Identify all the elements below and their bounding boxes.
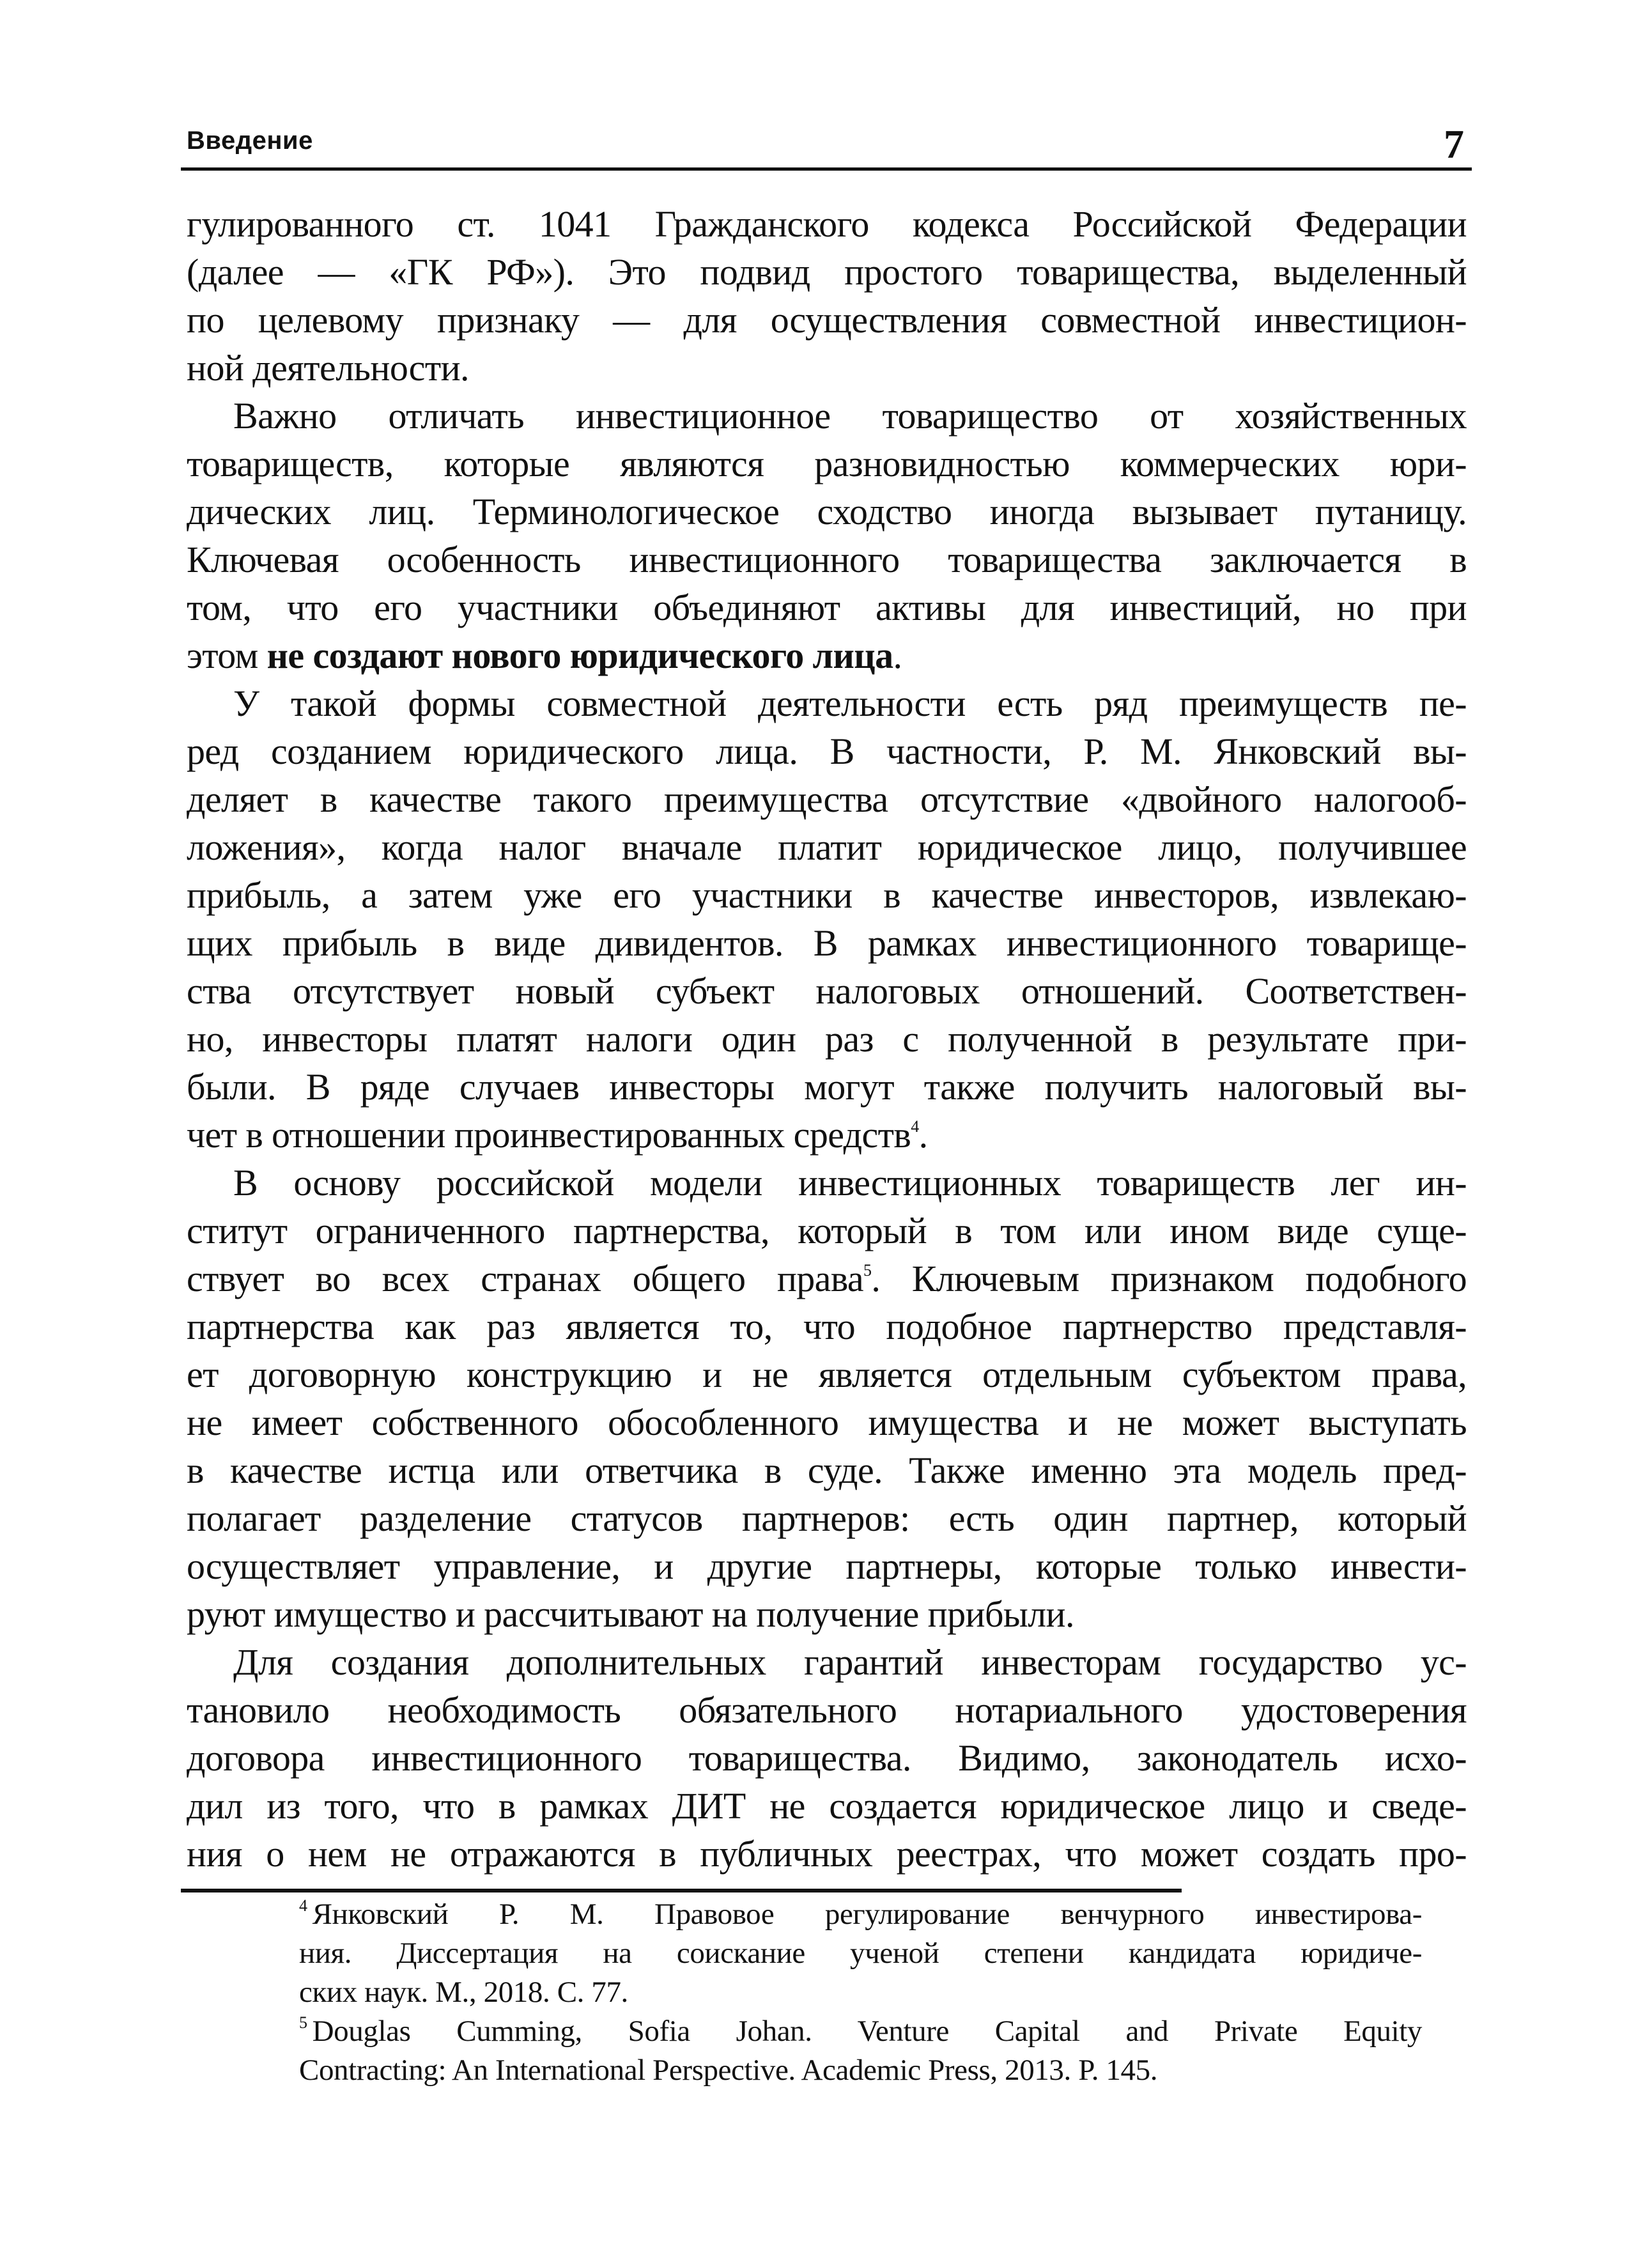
text-line: в качестве истца или ответчика в суде. Также именно эта модель пред- xyxy=(187,1450,1467,1491)
paragraph-4 xyxy=(187,1159,1467,1638)
footnote-4 xyxy=(299,1895,1422,2012)
text-line: были. В ряде случаев инвесторы могут также получить налоговый вы- xyxy=(187,1066,1467,1108)
text-line: деляет в качестве такого преимущества отсутствие «двойного налогооб- xyxy=(187,778,1467,820)
text-line: не имеет собственного обособленного имущества и не может выступать xyxy=(187,1402,1467,1443)
section-title: Введение xyxy=(187,127,313,155)
paragraph-3 xyxy=(187,679,1467,1159)
text-line: но, инвесторы платят налоги один раз с полученной в результате при- xyxy=(187,1018,1467,1060)
text-line: полагает разделение статусов партнеров: есть один партнер, который xyxy=(187,1498,1467,1539)
text-line: ства отсутствует новый субъект налоговых отношений. Соответствен- xyxy=(187,970,1467,1012)
footnote-number: 4 xyxy=(299,1896,307,1915)
footnote-line xyxy=(299,2012,1422,2051)
footnote-line: ских наук. М., 2018. С. 77. xyxy=(299,1976,628,2009)
text-line: гулированного ст. 1041 Гражданского кодекса Российской Федерации xyxy=(187,203,1467,245)
body-text xyxy=(187,200,1467,1878)
text-line: договора инвестиционного товарищества. Видимо, законодатель исхо- xyxy=(187,1737,1467,1779)
text-line: прибыль, а затем уже его участники в качестве инвесторов, извлекаю- xyxy=(187,874,1467,916)
footnote-5 xyxy=(299,2012,1422,2090)
text-line xyxy=(187,1255,1467,1303)
page-number: 7 xyxy=(1444,121,1464,167)
paragraph-2 xyxy=(187,392,1467,679)
text-line: ложения», когда налог вначале платит юридическое лицо, получившее xyxy=(187,826,1467,868)
footnote-line: ния. Диссертация на соискание ученой степени кандидата юридиче- xyxy=(299,1937,1422,1970)
text-line: ет договорную конструкцию и не является отдельным субъектом права, xyxy=(187,1354,1467,1395)
text-run: . xyxy=(893,635,902,676)
text-line: У такой формы совместной деятельности есть ряд преимуществ пе- xyxy=(233,683,1467,724)
text-line: Важно отличать инвестиционное товарищество от хозяйственных xyxy=(233,395,1467,437)
text-line: дических лиц. Терминологическое сходство иногда вызывает путаницу. xyxy=(187,491,1467,532)
text-line: тановило необходимость обязательного нотариального удостоверения xyxy=(187,1689,1467,1731)
text-line: дил из того, что в рамках ДИТ не создается юридическое лицо и сведе- xyxy=(187,1785,1467,1827)
footnote-ref-5[interactable]: 5 xyxy=(863,1261,872,1280)
text-line xyxy=(187,1111,1467,1159)
text-line: ред созданием юридического лица. В частности, Р. М. Янковский вы- xyxy=(187,731,1467,772)
text-line: щих прибыль в виде дивидентов. В рамках инвестиционного товарище- xyxy=(187,922,1467,964)
header-rule xyxy=(181,167,1472,171)
text-line: руют имущество и рассчитывают на получение прибыли. xyxy=(187,1593,1074,1635)
text-line: (далее — «ГК РФ»). Это подвид простого товарищества, выделенный xyxy=(187,251,1467,293)
text-line: товариществ, которые являются разновидностью коммерческих юри- xyxy=(187,443,1467,484)
text-run: Янковский Р. М. Правовое регулирование венчурного инвестирова- xyxy=(312,1898,1422,1931)
text-line: осуществляет управление, и другие партнеры, которые только инвести- xyxy=(187,1545,1467,1587)
footnotes xyxy=(299,1895,1422,2090)
text-run: этом xyxy=(187,635,267,676)
text-run: . Ключевым признаком подобного xyxy=(871,1258,1467,1299)
text-run: ствует во всех странах общего права xyxy=(187,1258,863,1299)
footnote-line: Contracting: An International Perspective. Academic Press, 2013. P. 145. xyxy=(299,2054,1158,2087)
text-line: ститут ограниченного партнерства, который в том или ином виде суще- xyxy=(187,1210,1467,1251)
text-line: Ключевая особенность инвестиционного товарищества заключается в xyxy=(187,539,1467,580)
text-line: по целевому признаку — для осуществления совместной инвестицион- xyxy=(187,299,1467,341)
footnote-line xyxy=(299,1895,1422,1934)
text-run: чет в отношении проинвестированных средств xyxy=(187,1114,911,1156)
text-line: ной деятельности. xyxy=(187,347,469,389)
paragraph-5 xyxy=(187,1638,1467,1878)
running-header xyxy=(181,121,1472,171)
footnote-number: 5 xyxy=(299,2013,307,2032)
bold-emphasis: не создают нового юридического лица xyxy=(266,635,893,676)
text-run: Douglas Cumming, Sofia Johan. Venture Capital and Private Equity xyxy=(312,2015,1422,2048)
footnote-separator xyxy=(181,1889,1182,1892)
text-line: Для создания дополнительных гарантий инвесторам государство ус- xyxy=(233,1641,1467,1683)
text-line: ния о нем не отражаются в публичных реестрах, что может создать про- xyxy=(187,1833,1467,1875)
text-line: том, что его участники объединяют активы для инвестиций, но при xyxy=(187,587,1467,628)
text-line: партнерства как раз является то, что подобное партнерство представля- xyxy=(187,1306,1467,1347)
text-line xyxy=(187,631,1467,679)
text-run: . xyxy=(918,1114,928,1156)
text-line: В основу российской модели инвестиционных товариществ лег ин- xyxy=(233,1162,1467,1204)
footnote-ref-4[interactable]: 4 xyxy=(911,1117,919,1136)
paragraph-1 xyxy=(187,200,1467,392)
